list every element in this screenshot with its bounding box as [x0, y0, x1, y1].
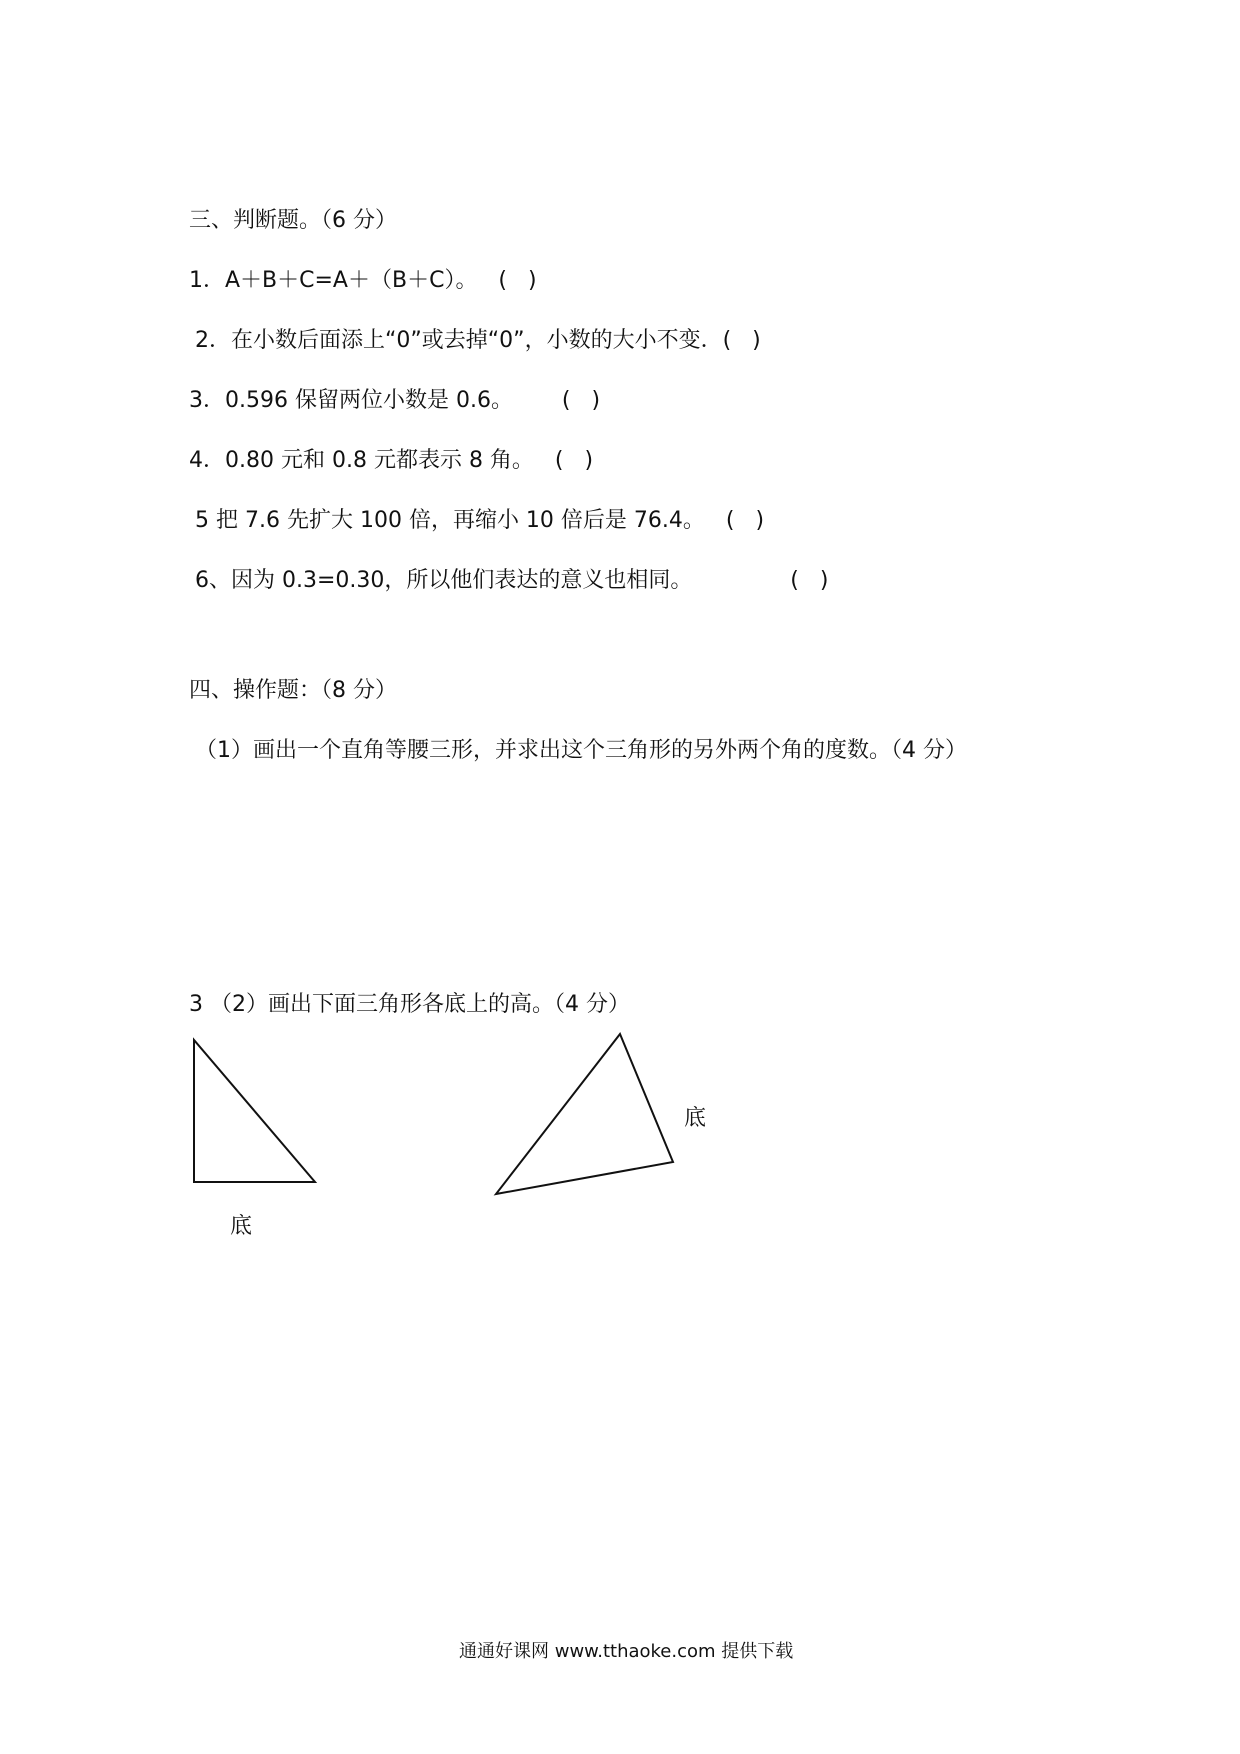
section-3-heading: 三、判断题。（6 分）	[189, 208, 397, 233]
question-item-1: 1．A＋B＋C=A＋（B＋C）。 ( )	[189, 268, 537, 293]
operation-question-1: （1）画出一个直角等腰三形，并求出这个三角形的另外两个角的度数。（4 分）	[195, 738, 967, 763]
acute-triangle	[496, 1034, 673, 1194]
question-item-6: 6、因为 0.3=0.30，所以他们表达的意义也相同。 ( )	[195, 568, 829, 593]
question-item-2: 2．在小数后面添上“0”或去掉“0”，小数的大小不变．( )	[195, 328, 761, 353]
question-item-4: 4．0.80 元和 0.8 元都表示 8 角。 ( )	[189, 448, 594, 473]
right-triangle	[194, 1040, 315, 1182]
triangle-1-base-label: 底	[230, 1214, 253, 1239]
question-item-3: 3．0.596 保留两位小数是 0.6。 ( )	[189, 388, 601, 413]
footer-download-note: 通通好课网 www.tthaoke.com 提供下载	[459, 1641, 794, 1662]
section-4-heading: 四、操作题：（8 分）	[189, 678, 397, 703]
operation-question-2: 3 （2）画出下面三角形各底上的高。（4 分）	[189, 992, 630, 1017]
triangle-2-base-label: 底	[684, 1106, 707, 1131]
question-item-5: 5 把 7.6 先扩大 100 倍，再缩小 10 倍后是 76.4。 ( )	[195, 508, 765, 533]
